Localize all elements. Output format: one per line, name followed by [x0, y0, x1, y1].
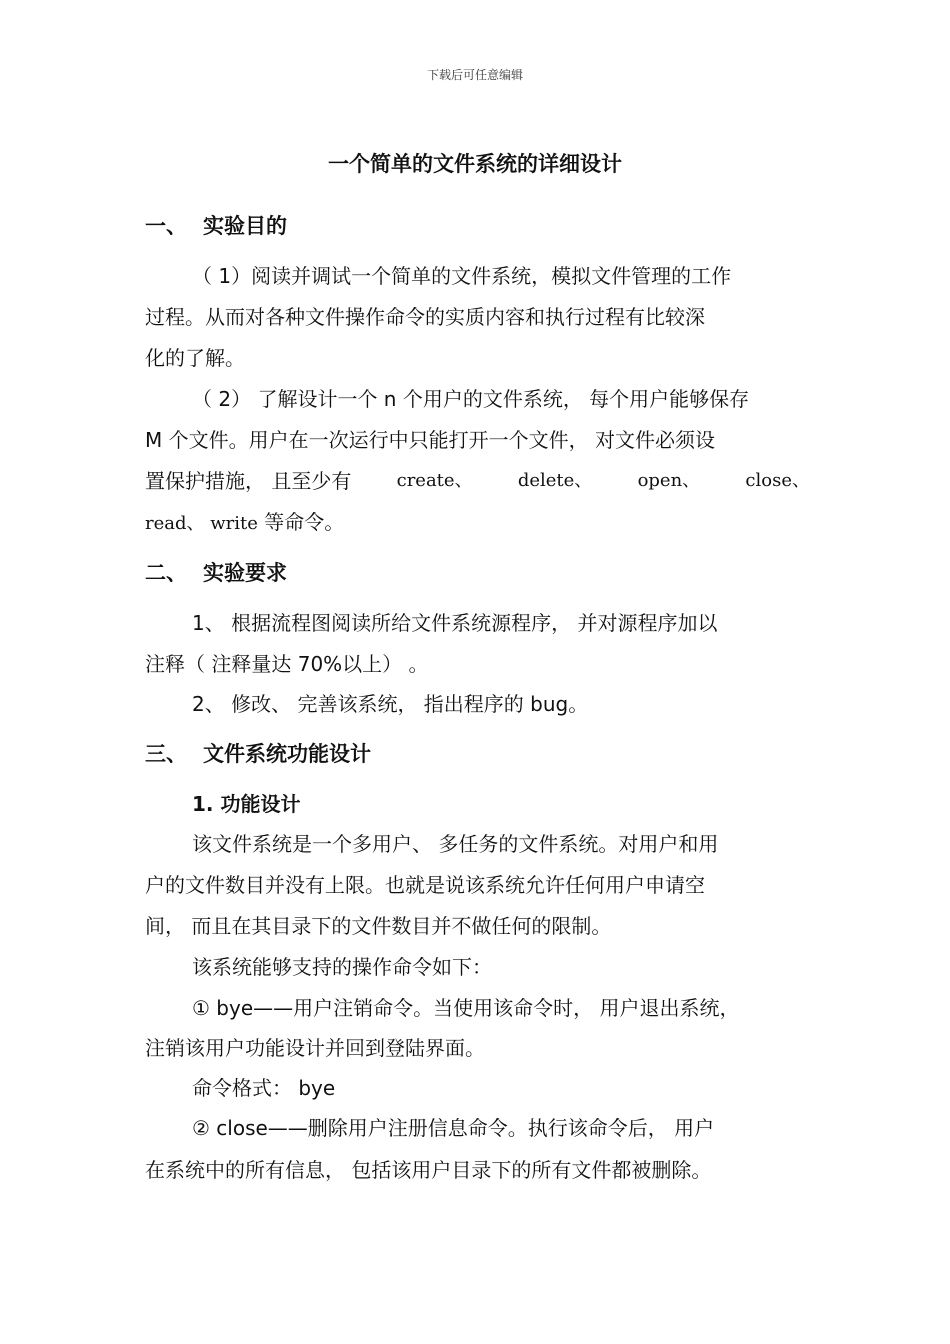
- paragraph-line: 间， 而且在其目录下的文件数目并不做任何的限制。: [145, 914, 612, 938]
- command-create: create、: [396, 470, 473, 491]
- section-title: 实验目的: [203, 214, 287, 238]
- section-heading-2: [145, 559, 810, 587]
- paragraph-line: 该文件系统是一个多用户、 多任务的文件系统。对用户和用: [192, 832, 719, 856]
- paragraph-line: 化的了解。: [145, 346, 245, 370]
- section-number: 一、: [145, 214, 187, 238]
- text-fragment: 置保护措施， 且至少有: [145, 469, 352, 493]
- text-fragment: 等命令。: [257, 510, 345, 534]
- requirement-line: 2、 修改、 完善该系统， 指出程序的 bug。: [192, 692, 589, 716]
- paragraph-line: M 个文件。用户在一次运行中只能打开一个文件， 对文件必须设: [145, 428, 715, 452]
- paragraph-line: 户的文件数目并没有上限。也就是说该系统允许任何用户申请空: [145, 873, 705, 897]
- command-delete: delete、: [517, 470, 593, 491]
- paragraph-line: （ 2） 了解设计一个 n 个用户的文件系统， 每个用户能够保存: [192, 387, 750, 411]
- paragraph-line: 过程。从而对各种文件操作命令的实质内容和执行过程有比较深: [145, 305, 705, 329]
- paragraph-line: （ 1）阅读并调试一个简单的文件系统，模拟文件管理的工作: [192, 264, 732, 288]
- document-title: 一个简单的文件系统的详细设计: [328, 152, 622, 176]
- command-open: open、: [637, 470, 701, 491]
- command-write: write: [204, 513, 258, 534]
- section-title: 实验要求: [203, 561, 287, 585]
- command-read: read、: [145, 513, 205, 534]
- command-format: 命令格式： bye: [192, 1076, 336, 1100]
- subsection-heading: 1. 功能设计: [192, 792, 301, 816]
- command-description: 在系统中的所有信息， 包括该用户目录下的所有文件都被删除。: [145, 1158, 712, 1182]
- paragraph-line: 该系统能够支持的操作命令如下：: [192, 955, 492, 979]
- requirement-line: 注释（ 注释量达 70%以上） 。: [145, 652, 429, 676]
- section-number: 二、: [145, 561, 187, 585]
- section-number: 三、: [145, 742, 187, 766]
- paragraph-line: [145, 467, 810, 495]
- command-close: close、: [745, 470, 810, 491]
- paragraph-line: [145, 508, 810, 538]
- section-title: 文件系统功能设计: [203, 742, 371, 766]
- command-description: ② close——删除用户注册信息命令。执行该命令后， 用户: [192, 1116, 715, 1140]
- command-description: 注销该用户功能设计并回到登陆界面。: [145, 1036, 485, 1060]
- section-heading-3: [145, 740, 810, 768]
- requirement-line: 1、 根据流程图阅读所给文件系统源程序， 并对源程序加以: [192, 611, 718, 635]
- page-header-note: 下载后可任意编辑: [426, 68, 523, 82]
- command-description: ① bye——用户注销命令。当使用该命令时， 用户退出系统，: [192, 996, 740, 1020]
- section-heading-1: [145, 212, 810, 240]
